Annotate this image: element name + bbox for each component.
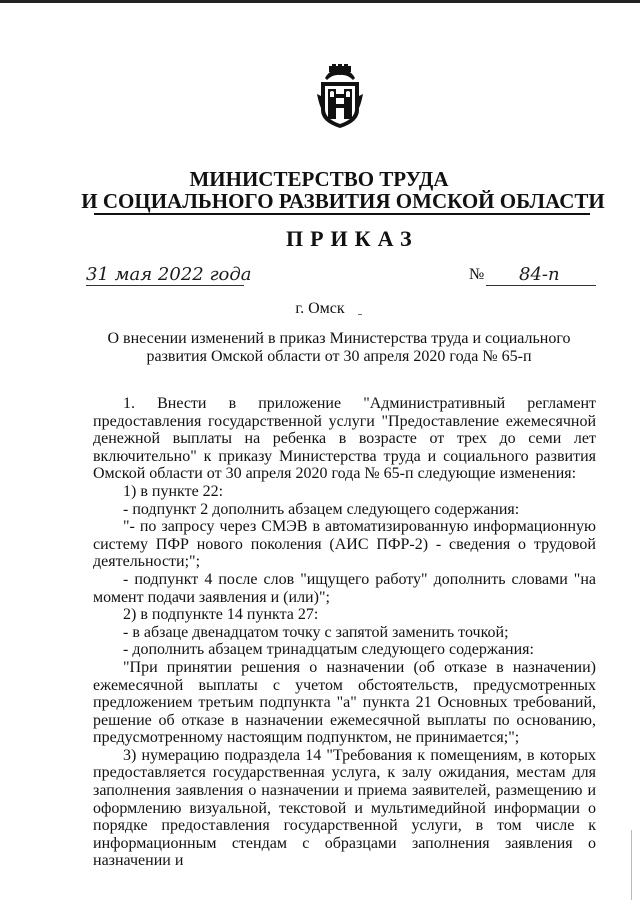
- order-date-handwritten: 31 мая 2022 года: [86, 264, 252, 285]
- body-paragraph: 1) в пункте 22:: [123, 482, 224, 500]
- body-paragraph: - подпункт 4 после слов "ищущего работу" дополнить словами "на момент подачи заявления и (или)";: [93, 570, 596, 606]
- order-subject: О внесении изменений в приказ Министерства труда и социального развития Омской области от 30 апреля 2020 года № 65-п: [107, 330, 571, 365]
- body-paragraph: 3) нумерацию подраздела 14 "Требования к помещениям, в которых предоставляется государственная услуга, к залу ожидания, местам для заполнения заявления о назначении и приема заявителей, размещению и оформлению визуальной, текстовой и мультимедийной информации о порядке предоставления государственной услуги, в том числе к информационным стендам с образцами заполнения заявления о назначении и: [93, 746, 596, 870]
- scan-top-edge: [0, 0, 640, 3]
- city-name: г. Омск: [295, 300, 345, 317]
- order-number-handwritten: 84-п: [519, 264, 560, 285]
- ministry-name-line1: МИНИСТЕРСТВО ТРУДА: [189, 167, 449, 191]
- body-paragraph: "- по запросу через СМЭВ в автоматизированную информационную систему ПФР нового поколения (АИС ПФР-2) - сведения о трудовой деятельности;";: [93, 518, 596, 571]
- order-body: [93, 395, 596, 870]
- scan-edge-mark: [631, 830, 632, 900]
- document-type-title: ПРИКАЗ: [286, 226, 419, 251]
- body-paragraph: 2) в подпункте 14 пункта 27:: [123, 606, 319, 624]
- body-paragraph: "При принятии решения о назначении (об отказе в назначении) ежемесячной выплаты с учетом обстоятельств, предусмотренных предложением третьим подпункта "а" пункта 21 Основных требований, решение об отказе в назначении ежемесячной выплаты по основанию, предусмотренному настоящим подпунктом, не принимается;";: [93, 658, 596, 747]
- body-paragraph: - в абзаце двенадцатом точку с запятой заменить точкой;: [123, 623, 509, 641]
- body-paragraph: - дополнить абзацем тринадцатым следующего содержания:: [123, 641, 534, 659]
- body-paragraph: - подпункт 2 дополнить абзацем следующего содержания:: [123, 500, 520, 518]
- ministry-name-line2: И СОЦИАЛЬНОГО РАЗВИТИЯ ОМСКОЙ ОБЛАСТИ: [81, 189, 605, 213]
- order-number-label: №: [469, 266, 485, 283]
- date-underline: [86, 285, 244, 286]
- number-underline: [486, 285, 596, 286]
- scan-speck: [358, 314, 362, 315]
- coat-of-arms-emblem: [317, 64, 363, 130]
- header-underline: [94, 213, 590, 215]
- body-paragraph: 1. Внести в приложение "Административный регламент предоставления государственной услуги "Предоставление ежемесячной денежной выплаты на ребенка в возрасте от трех до семи лет включительно" к приказу Министерства труда и социального развития Омской области от 30 апреля 2020 года № 65-п следующие изменения:: [93, 395, 596, 483]
